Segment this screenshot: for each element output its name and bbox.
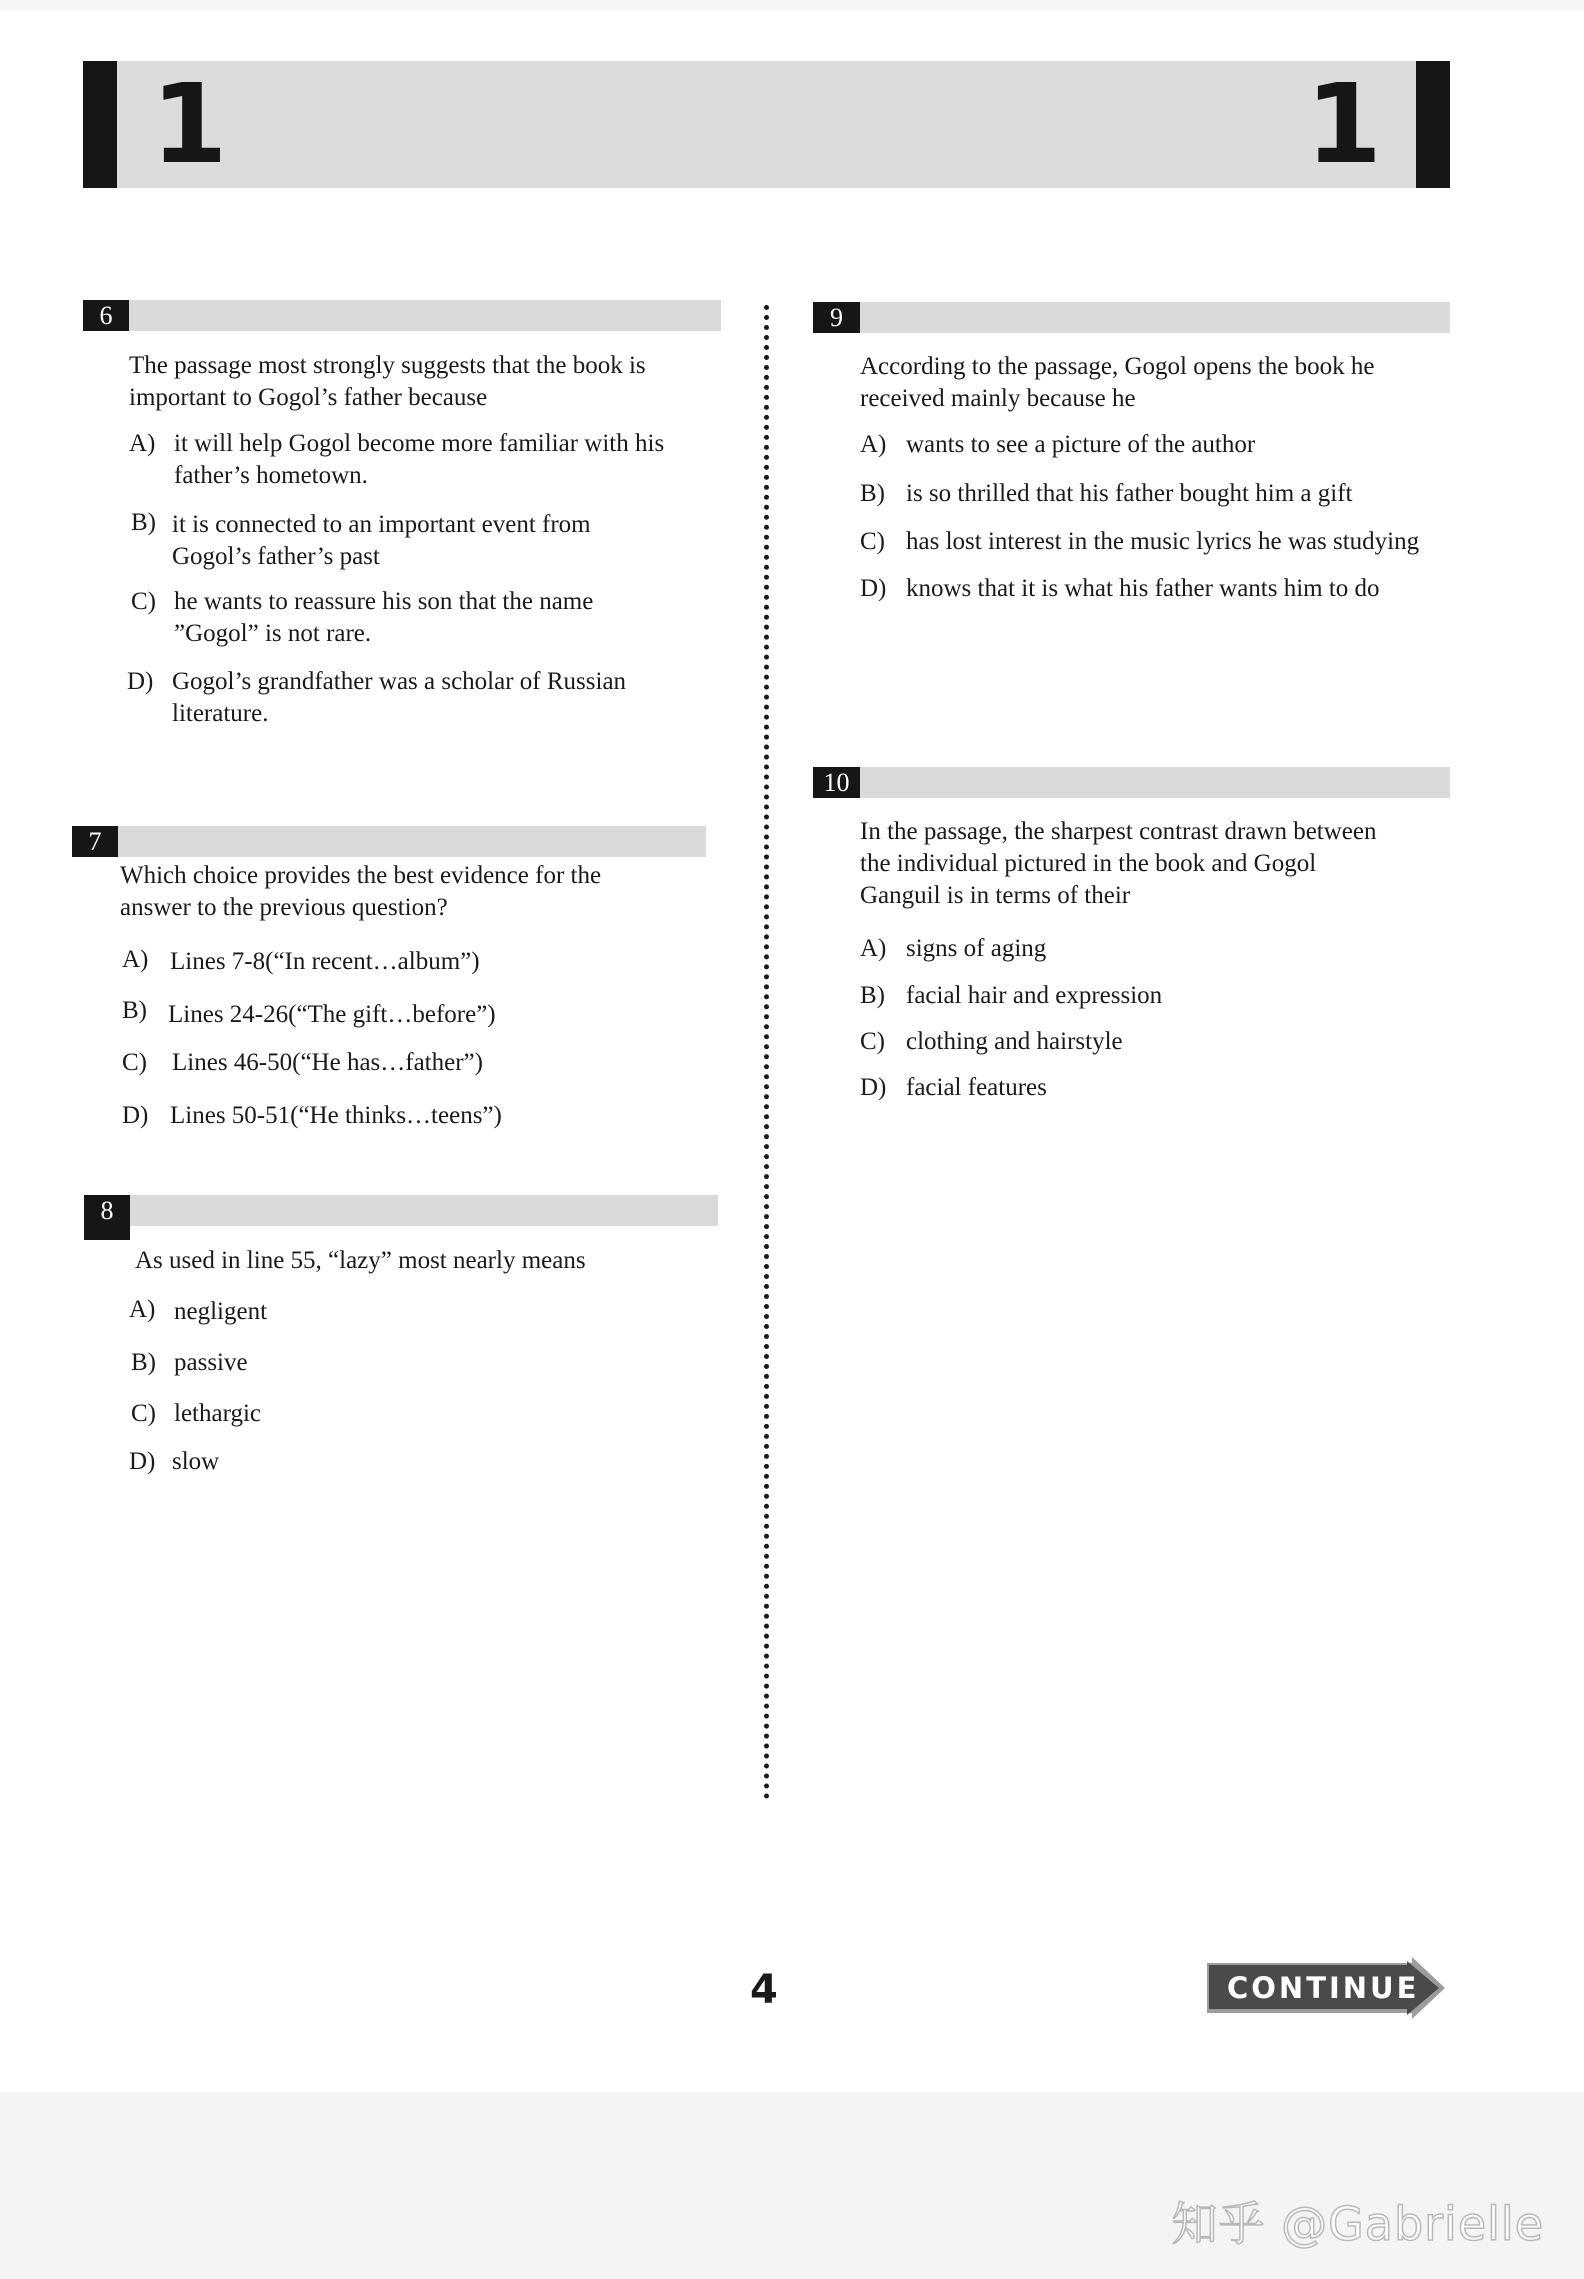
answer-option-c[interactable] — [131, 1398, 531, 1432]
option-text: has lost interest in the music lyrics he was studying — [906, 528, 1420, 555]
section-marker-left — [83, 61, 117, 188]
question-number: 8 — [84, 1195, 130, 1240]
question-bar — [72, 826, 706, 857]
option-text: signs of aging — [906, 935, 1047, 962]
section-number-left: 1 — [151, 60, 228, 188]
option-text: lethargic — [174, 1400, 261, 1427]
option-letter: A) — [129, 430, 156, 457]
stem-line: Ganguil is in terms of their — [860, 882, 1131, 909]
page-number: 4 — [750, 1967, 778, 2013]
question-number: 9 — [813, 302, 860, 333]
option-text: Gogol’s grandfather was a scholar of Russian — [172, 668, 627, 695]
stem-line: The passage most strongly suggests that the book is — [129, 352, 646, 379]
answer-option-d[interactable] — [129, 1446, 529, 1480]
stem-line: received mainly because he — [860, 385, 1136, 412]
option-text: he wants to reassure his son that the name — [174, 588, 594, 615]
column-divider — [764, 305, 769, 1800]
section-header — [83, 61, 1450, 188]
answer-option-b[interactable] — [131, 507, 731, 577]
question-bar — [813, 767, 1450, 798]
section-number-right: 1 — [1305, 60, 1382, 188]
question-stem — [860, 816, 1460, 912]
option-text: Lines 50-51(“He thinks…teens”) — [170, 1102, 502, 1129]
watermark: 知乎 @Gabrielle — [1171, 2197, 1544, 2251]
continue-label: CONTINUE — [1227, 1971, 1420, 2005]
option-letter: A) — [860, 935, 887, 962]
answer-option-c[interactable] — [131, 586, 731, 656]
option-text: literature. — [172, 700, 269, 727]
option-text: facial hair and expression — [906, 982, 1163, 1009]
option-text: facial features — [906, 1074, 1047, 1101]
top-band — [0, 0, 1584, 10]
question-stem — [135, 1245, 735, 1277]
answer-option-b[interactable] — [860, 980, 1360, 1014]
option-text: slow — [172, 1448, 220, 1475]
option-text: passive — [174, 1349, 248, 1376]
answer-option-a[interactable] — [129, 1294, 529, 1328]
question-bar — [813, 302, 1450, 333]
stem-line: important to Gogol’s father because — [129, 384, 488, 411]
option-text: knows that it is what his father wants him to do — [906, 575, 1380, 602]
option-text: Lines 24-26(“The gift…before”) — [168, 1001, 496, 1028]
option-letter: D) — [860, 1074, 887, 1101]
answer-option-a[interactable] — [860, 429, 1480, 463]
continue-button[interactable] — [1207, 1957, 1445, 2019]
option-text: ”Gogol” is not rare. — [174, 620, 372, 647]
answer-option-b[interactable] — [860, 478, 1480, 512]
option-letter: A) — [860, 431, 887, 458]
stem-line: According to the passage, Gogol opens the book he — [860, 353, 1375, 380]
answer-option-d[interactable] — [860, 573, 1480, 607]
option-text: clothing and hairstyle — [906, 1028, 1123, 1055]
answer-option-c[interactable] — [860, 526, 1480, 560]
option-letter: C) — [860, 1028, 885, 1055]
option-text: it is connected to an important event from — [172, 511, 591, 538]
question-number: 10 — [813, 767, 860, 798]
section-marker-right — [1416, 61, 1450, 188]
answer-option-c[interactable] — [860, 1026, 1360, 1060]
option-letter: D) — [127, 668, 154, 695]
question-number: 7 — [72, 826, 118, 857]
option-letter: B) — [860, 480, 885, 507]
option-letter: B) — [122, 997, 147, 1024]
option-text: negligent — [174, 1298, 268, 1325]
option-text: is so thrilled that his father bought him a gift — [906, 480, 1353, 507]
stem-line: answer to the previous question? — [120, 894, 448, 921]
question-bar — [84, 1195, 718, 1226]
option-text: Lines 7-8(“In recent…album”) — [170, 948, 480, 975]
stem-line: Which choice provides the best evidence for the — [120, 862, 602, 889]
option-letter: B) — [860, 982, 885, 1009]
answer-option-d[interactable] — [860, 1072, 1360, 1106]
option-letter: A) — [129, 1296, 156, 1323]
answer-option-d[interactable] — [122, 1100, 722, 1134]
answer-option-a[interactable] — [860, 933, 1360, 967]
option-text: Gogol’s father’s past — [172, 543, 380, 570]
answer-option-c[interactable] — [122, 1047, 722, 1081]
option-letter: C) — [131, 1400, 156, 1427]
stem-line: the individual pictured in the book and Gogol — [860, 850, 1317, 877]
option-letter: C) — [860, 528, 885, 555]
answer-option-b[interactable] — [122, 995, 722, 1029]
question-stem — [129, 350, 729, 414]
answer-option-a[interactable] — [122, 944, 722, 978]
stem-line: In the passage, the sharpest contrast drawn between — [860, 818, 1377, 845]
option-letter: D) — [129, 1448, 156, 1475]
option-letter: C) — [122, 1049, 147, 1076]
option-text: wants to see a picture of the author — [906, 431, 1256, 458]
option-letter: D) — [860, 575, 887, 602]
answer-option-b[interactable] — [131, 1347, 531, 1381]
answer-option-d[interactable] — [127, 666, 727, 736]
option-letter: D) — [122, 1102, 149, 1129]
question-number: 6 — [83, 300, 129, 331]
stem-line: As used in line 55, “lazy” most nearly means — [135, 1247, 586, 1274]
option-text: father’s hometown. — [174, 462, 368, 489]
option-letter: B) — [131, 509, 156, 536]
question-stem — [120, 860, 720, 924]
question-bar — [83, 300, 721, 331]
option-letter: B) — [131, 1349, 156, 1376]
option-text: it will help Gogol become more familiar with his — [174, 430, 665, 457]
option-letter: A) — [122, 946, 149, 973]
answer-option-a[interactable] — [129, 428, 729, 498]
question-stem — [860, 351, 1460, 415]
option-letter: C) — [131, 588, 156, 615]
option-text: Lines 46-50(“He has…father”) — [172, 1049, 483, 1076]
